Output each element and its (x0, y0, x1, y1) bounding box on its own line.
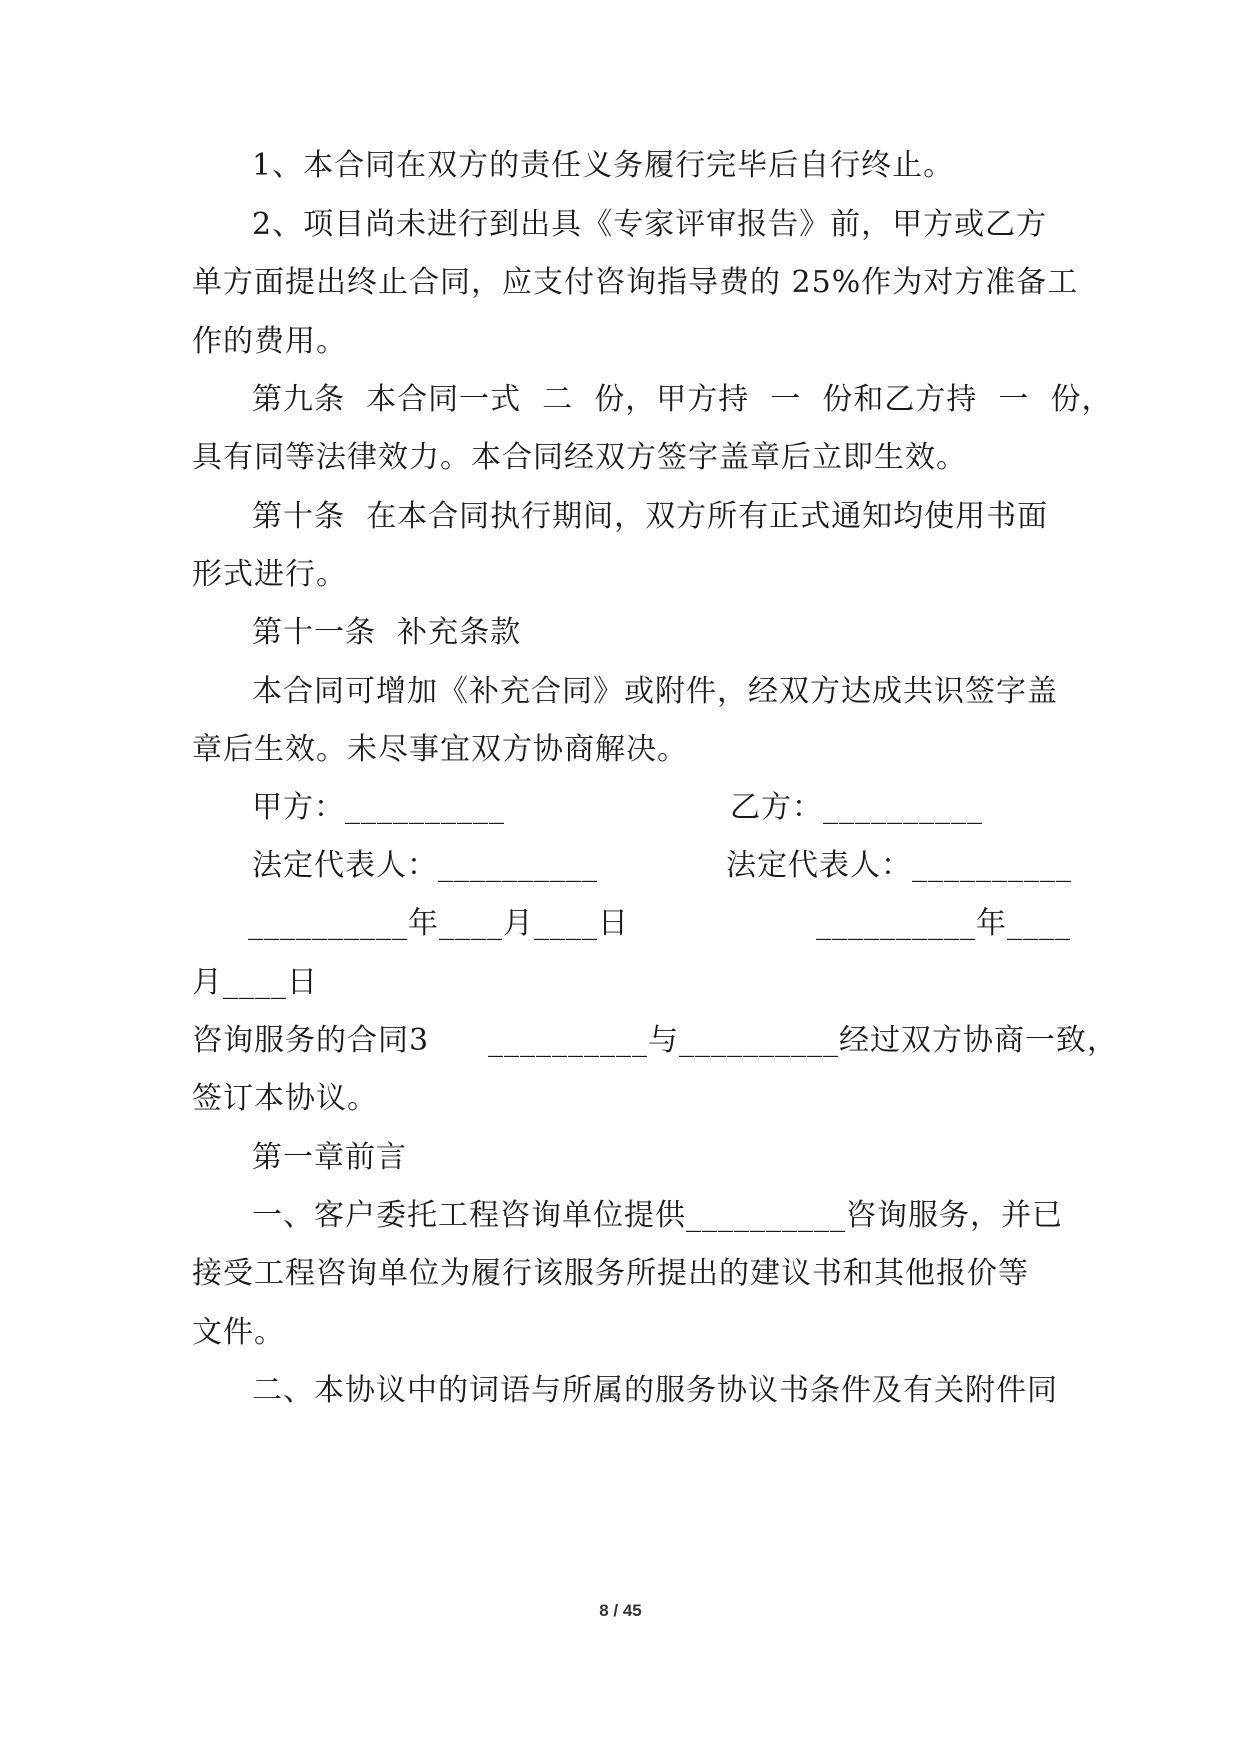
date-a: __________年____月____日 (248, 906, 629, 941)
representative-b: 法定代表人：__________ (726, 848, 1072, 883)
paragraph-line: 接受工程咨询单位为履行该服务所提出的建议书和其他报价等 (192, 1256, 1029, 1291)
paragraph-line: 章后生效。未尽事宜双方协商解决。 (192, 732, 688, 767)
paragraph-line: 一、客户委托工程咨询单位提供__________咨询服务，并已 (252, 1198, 1063, 1233)
paragraph-line: 形式进行。 (192, 557, 347, 592)
paragraph-line: 本合同可增加《补充合同》或附件，经双方达成共识签字盖 (252, 674, 1058, 709)
paragraph-line: __________与__________经过双方协商一致， (488, 1023, 1118, 1058)
date-b-continued: 月____日 (192, 965, 318, 1000)
paragraph-line: 1、本合同在双方的责任义务履行完毕后自行终止。 (252, 148, 955, 183)
signature-party-a: 甲方：__________ (252, 790, 505, 825)
paragraph-line: 文件。 (192, 1315, 285, 1350)
page-number: 8 / 45 (599, 1601, 642, 1620)
paragraph-line: 具有同等法律效力。本合同经双方签字盖章后立即生效。 (192, 440, 967, 475)
signature-party-b: 乙方：__________ (730, 790, 983, 825)
representative-a: 法定代表人：__________ (252, 848, 598, 883)
date-b: __________年____ (816, 906, 1071, 941)
section-heading: 第十一条 补充条款 (252, 615, 522, 650)
paragraph-line: 签订本协议。 (192, 1081, 378, 1116)
contract-title: 咨询服务的合同3 (192, 1023, 430, 1058)
paragraph-line: 第十条 在本合同执行期间，双方所有正式通知均使用书面 (252, 499, 1049, 534)
paragraph-line: 单方面提出终止合同，应支付咨询指导费的 25%作为对方准备工 (192, 265, 1079, 300)
paragraph-line: 作的费用。 (192, 324, 347, 359)
paragraph-line: 第九条 本合同一式 二 份，甲方持 一 份和乙方持 一 份， (252, 382, 1113, 417)
paragraph-line: 2、项目尚未进行到出具《专家评审报告》前，甲方或乙方 (252, 207, 1048, 242)
chapter-heading: 第一章前言 (252, 1140, 407, 1175)
paragraph-line: 二、本协议中的词语与所属的服务协议书条件及有关附件同 (252, 1373, 1058, 1408)
